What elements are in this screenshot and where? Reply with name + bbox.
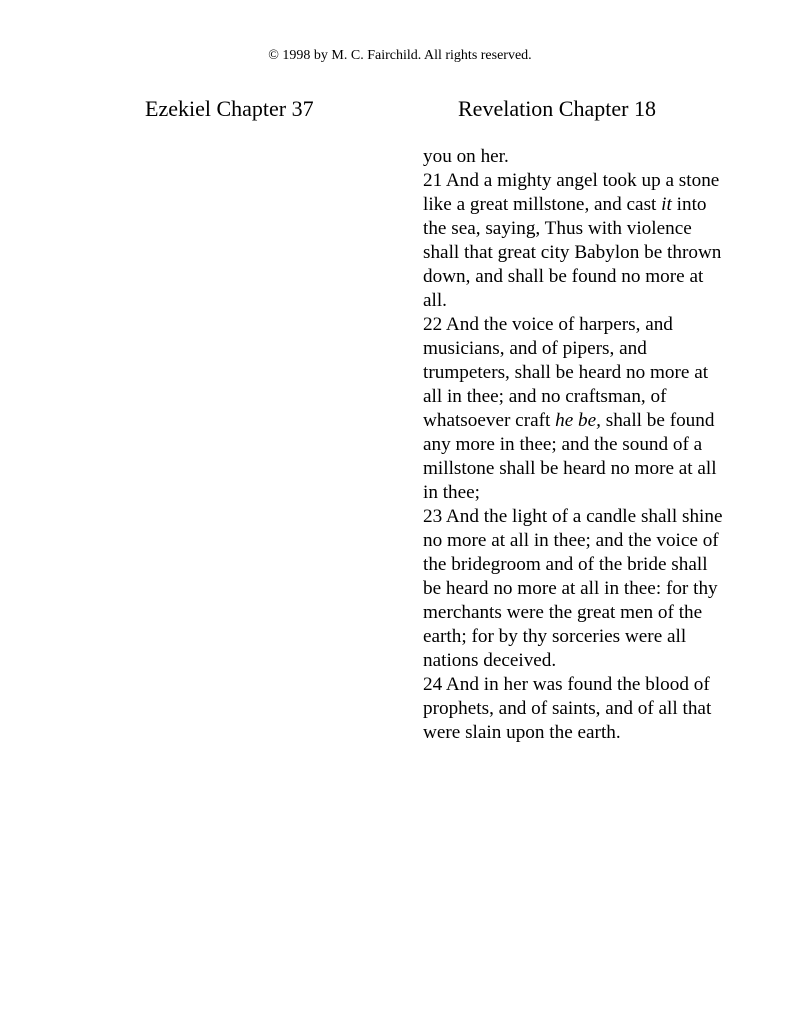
verse-24: 24 And in her was found the blood of prophets, and of saints, and of all that were slain upon the earth. xyxy=(423,674,712,743)
verse-21: 21 And a mighty angel took up a stone like a great millstone, and cast it into the sea, saying, Thus with violence shall that great city Babylon be thrown down, and shall be found no more at all. xyxy=(423,170,722,311)
right-column-heading: Revelation Chapter 18 xyxy=(458,96,656,121)
verse-continuation: you on her. xyxy=(423,146,509,167)
verse-23: 23 And the light of a candle shall shine no more at all in thee; and the voice of the bridegroom and of the bride shall be heard no more at all in thee: for thy merchants were the great men of the earth; for by thy sorceries were all nations deceived. xyxy=(423,506,723,671)
copyright-notice: © 1998 by M. C. Fairchild. All rights reserved. xyxy=(268,48,532,63)
verse-22: 22 And the voice of harpers, and musicians, and of pipers, and trumpeters, shall be heard no more at all in thee; and no craftsman, of whatsoever craft he be, shall be found any more in thee; and the sound of a millstone shall be heard no more at all in thee; xyxy=(423,314,717,503)
left-column-heading: Ezekiel Chapter 37 xyxy=(145,96,314,121)
right-column-body xyxy=(423,145,723,745)
